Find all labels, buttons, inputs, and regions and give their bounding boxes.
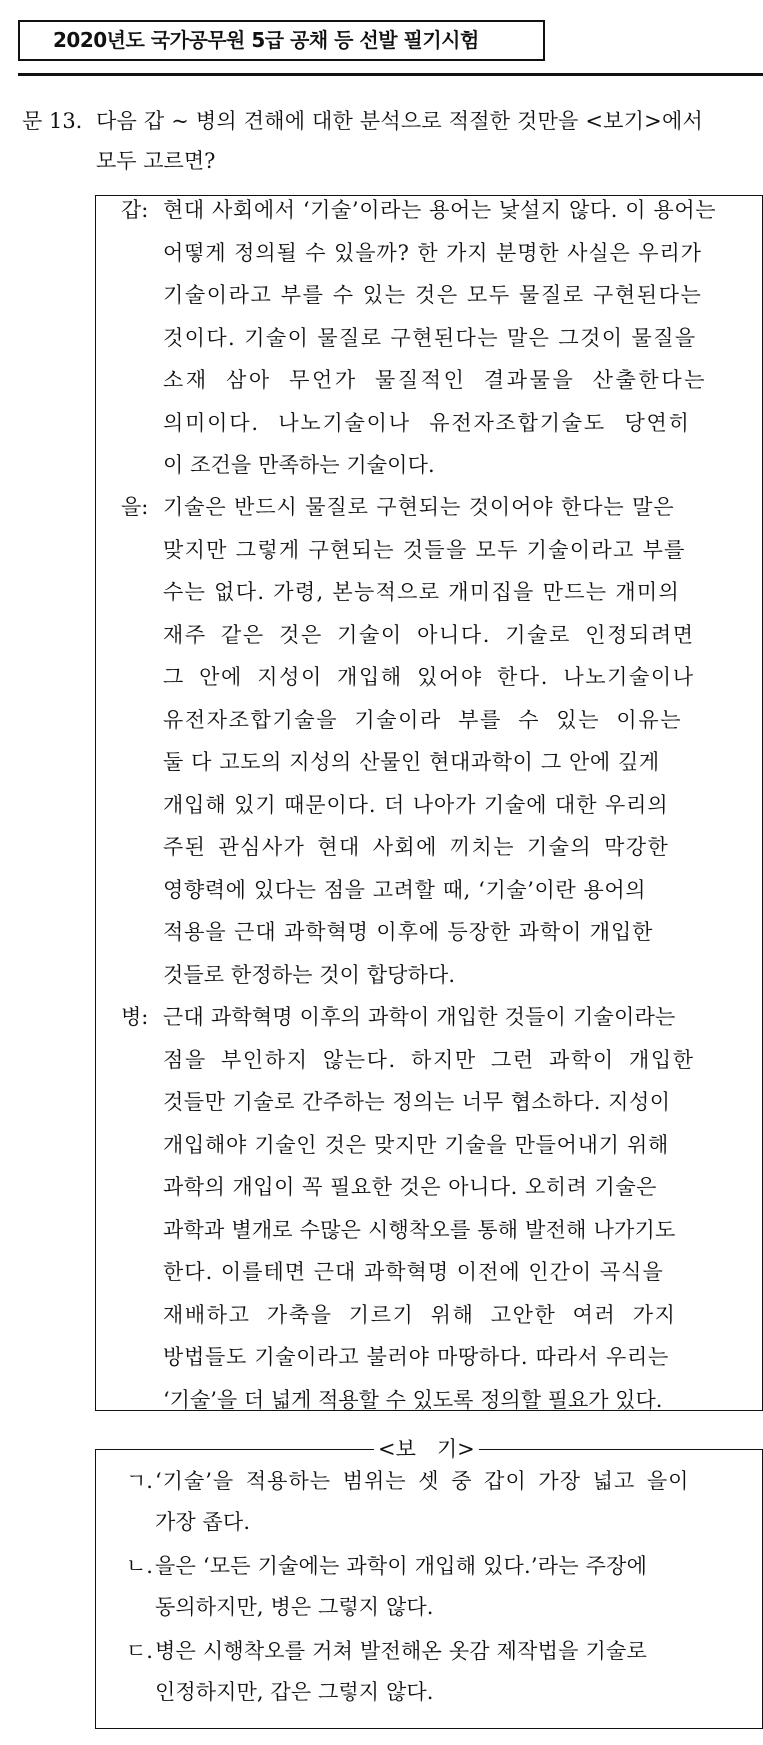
text-line: 동의하지만, 병은 그렇지 않다. [155,1595,434,1619]
text-line: 영향력에 있다는 점을 고려할 때, ‘기술’이란 용어의 [163,877,647,902]
question-stem-line-2: 모두 고르면? [96,149,216,173]
text-line: 방법들도 기술이라고 불러야 마땅하다. 따라서 우리는 [163,1345,669,1369]
text-line: 기술이라고 부를 수 있는 것은 모두 물질로 구현된다는 [163,283,703,307]
text-line: 개입해 있기 때문이다. 더 나아가 기술에 대한 우리의 [163,792,669,817]
item-text [155,1461,740,1543]
text-line: 수는 없다. 가령, 본능적으로 개미집을 만드는 개미의 [163,580,681,604]
speaker-label: 병: [121,1005,149,1029]
item-text [155,1546,740,1628]
header-divider [18,73,763,76]
text-line: 이 조건을 만족하는 기술이다. [163,453,435,477]
item-marker: ㄴ. [126,1554,153,1578]
passage-box [95,195,763,1411]
text-line: 맞지만 그렇게 구현되는 것들을 모두 기술이라고 부를 [163,537,686,562]
text-line: 점을 부인하지 않는다. 하지만 그런 과학이 개입한 [163,1047,695,1072]
text-line: ‘기술’을 더 넓게 적용할 수 있도록 정의할 필요가 있다. [163,1387,663,1412]
question-stem-line-1: 다음 갑 ~ 병의 견해에 대한 분석으로 적절한 것만을 <보기>에서 [96,109,703,133]
text-line: 적용을 근대 과학혁명 이후에 등장한 과학이 개입한 [163,920,654,944]
bogi-title: <보 기> [374,1434,479,1464]
text-line: 가장 좁다. [155,1510,251,1534]
speaker-label: 을: [121,495,149,519]
paragraph-text [163,486,748,996]
text-line: 현대 사회에서 ‘기술’이라는 용어는 낯설지 않다. 이 용어는 [163,198,717,222]
text-line: 것들로 한정하는 것이 합당하다. [163,962,456,987]
text-line: 과학의 개입이 꼭 필요한 것은 아니다. 오히려 기술은 [163,1175,657,1199]
text-line: 병은 시행착오를 거쳐 발전해온 옷감 제작법을 기술로 [155,1639,647,1663]
text-line: 그 안에 지성이 개입해 있어야 한다. 나노기술이나 [163,665,695,689]
text-line: 과학과 별개로 수많은 시행착오를 통해 발전해 나가기도 [163,1217,676,1242]
text-line: 기술은 반드시 물질로 구현되는 것이어야 한다는 말은 [163,495,675,519]
item-text [155,1631,740,1713]
bogi-box [95,1449,763,1729]
item-marker: ㄱ. [126,1469,153,1493]
text-line: ‘기술’을 적용하는 범위는 셋 중 갑이 가장 넓고 을이 [155,1469,690,1493]
text-line: 근대 과학혁명 이후의 과학이 개입한 것들이 기술이라는 [163,1005,676,1029]
text-line: 재배하고 가축을 기르기 위해 고안한 여러 가지 [163,1302,677,1327]
text-line: 개입해야 기술인 것은 맞지만 기술을 만들어내기 위해 [163,1132,669,1157]
speaker-label: 갑: [121,198,149,222]
text-line: 소재 삼아 무언가 물질적인 결과물을 산출한다는 [163,368,708,392]
text-line: 재주 같은 것은 기술이 아니다. 기술로 인정되려면 [163,622,695,647]
text-line: 을은 ‘모든 기술에는 과학이 개입해 있다.’라는 주장에 [155,1554,648,1578]
item-marker: ㄷ. [126,1639,153,1663]
text-line: 의미이다. 나노기술이나 유전자조합기술도 당연히 [163,410,691,435]
exam-header [18,20,545,61]
text-line: 주된 관심사가 현대 사회에 끼치는 기술의 막강한 [163,835,670,859]
text-line: 어떻게 정의될 수 있을까? 한 가지 분명한 사실은 우리가 [163,240,702,265]
question-number: 문 13. [22,109,83,133]
exam-title: 2020년도 국가공무원 5급 공채 등 선발 필기시험 [53,28,479,52]
text-line: 한다. 이를테면 근대 과학혁명 이전에 인간이 곡식을 [163,1260,664,1284]
text-line: 것들만 기술로 간주하는 정의는 너무 협소하다. 지성이 [163,1090,671,1114]
paragraph-text [163,189,748,487]
text-line: 인정하지만, 갑은 그렇지 않다. [155,1680,434,1704]
text-line: 유전자조합기술을 기술이라 부를 수 있는 이유는 [163,707,683,732]
text-line: 둘 다 고도의 지성의 산물인 현대과학이 그 안에 깊게 [163,750,660,774]
paragraph-text [163,996,748,1421]
text-line: 것이다. 기술이 물질로 구현된다는 말은 그것이 물질을 [163,325,697,350]
